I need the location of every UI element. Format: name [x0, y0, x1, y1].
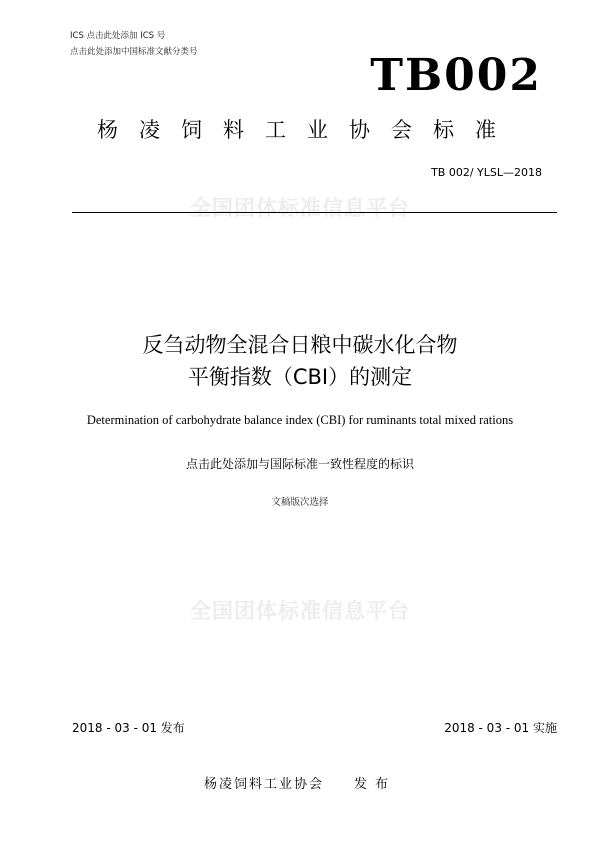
publish-date: 2018 - 03 - 01 发布: [72, 721, 185, 735]
watermark-bottom: 全国团体标准信息平台: [190, 599, 410, 623]
draft-stage: 文稿版次选择: [271, 497, 329, 508]
organization-standard-title: 杨凌饲料工业协会标准: [97, 118, 517, 142]
document-title-line-2: 平衡指数（CBI）的测定: [187, 365, 413, 389]
consistency-note: 点击此处添加与国际标准一致性程度的标识: [185, 457, 414, 471]
ics-number: ICS 点击此处添加 ICS 号: [70, 31, 166, 41]
english-title: Determination of carbohydrate balance index (CBI) for ruminants total mixed rations: [86, 413, 514, 427]
issuer-name: 杨凌饲料工业协会: [203, 777, 324, 792]
header-divider: [72, 212, 557, 213]
ccs-number: 点击此处添加中国标准文献分类号: [70, 47, 198, 57]
standard-code-mark: TB002: [370, 50, 542, 101]
issue-word: 发布: [354, 777, 397, 792]
document-title-line-1: 反刍动物全混合日粮中碳水化合物: [142, 333, 458, 357]
issuer-line: [0, 776, 600, 794]
standard-number: TB 002/ YLSL—2018: [431, 166, 542, 179]
implement-date: 2018 - 03 - 01 实施: [444, 721, 557, 735]
watermark-top: 全国团体标准信息平台: [190, 196, 410, 220]
